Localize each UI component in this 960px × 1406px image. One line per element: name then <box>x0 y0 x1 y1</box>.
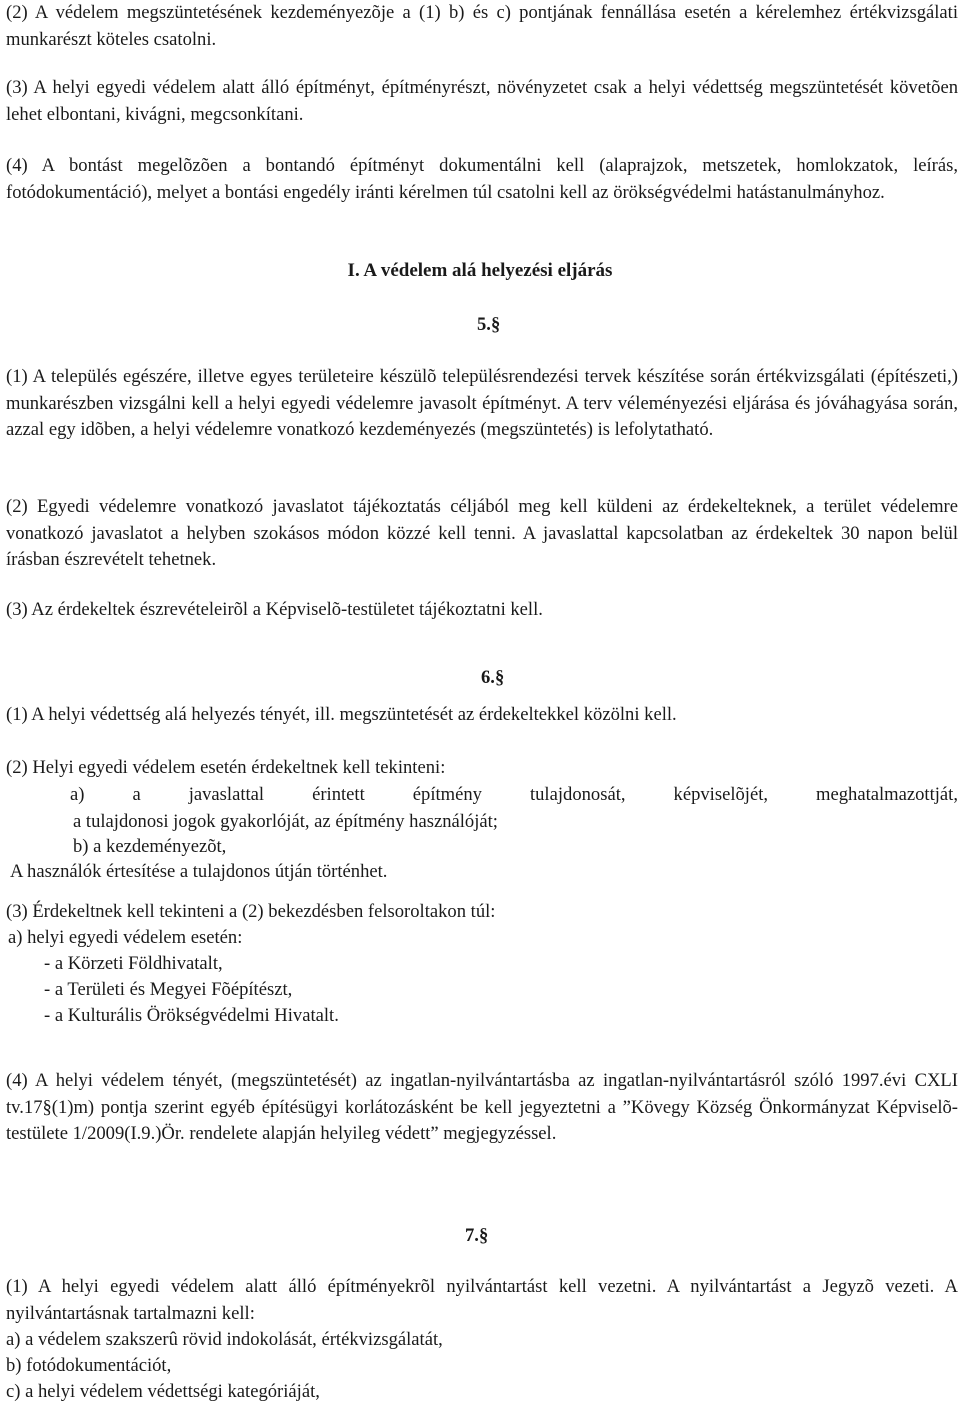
section-5-title: 5.§ <box>477 314 501 335</box>
section-6-item-b: b) a kezdeményezõt, <box>73 836 227 857</box>
section-6-paragraph-3-a: a) helyi egyedi védelem esetén: <box>8 927 243 948</box>
paragraph-intro-4: (4) A bontást megelõzõen a bontandó építményt dokumentálni kell (alaprajzok, metszetek, homlokzatok, leírás, fotódokumentáció), melyet a bontási engedély iránti kérelmen túl csatolni kell az örökségvédelmi hatástanulmányhoz. <box>6 155 958 203</box>
chapter-heading: I. A védelem alá helyezési eljárás <box>347 260 613 281</box>
section-5-paragraph-3: (3) Az érdekeltek észrevételeirõl a Képviselõ-testületet tájékoztatni kell. <box>6 599 543 620</box>
list-item: - a Körzeti Földhivatalt, <box>44 953 223 974</box>
list-item: - a Területi és Megyei Fõépítészt, <box>44 979 293 1000</box>
list-item: a) a védelem szakszerû rövid indokolását, értékvizsgálatát, <box>6 1329 443 1350</box>
section-6-paragraph-4: (4) A helyi védelem tényét, (megszüntetését) az ingatlan-nyilvántartásba az ingatlan-nyilvántartásról szóló 1997.évi CXLI tv.17§(1)m) pontja szerint egyéb építésügyi korlátozásként be kell jegyeztetni a ”Kövegy Község Önkormányzat Képviselõ-testülete 1/2009(I.9.)Ör. rendelete alapján helyileg védett” megjegyzéssel. <box>6 1070 958 1145</box>
section-6-paragraph-1: (1) A helyi védettség alá helyezés tényét, ill. megszüntetését az érdekeltekkel közölni kell. <box>6 704 677 725</box>
section-6-item-a-line-2: a tulajdonosi jogok gyakorlóját, az építmény használóját; <box>73 810 498 832</box>
section-5-paragraph-1: (1) A település egészére, illetve egyes területeire készülõ településrendezési tervek készítése során értékvizsgálati (építészeti,) munkarészben vizsgálni kell a helyi egyedi védelemre javasolt építményt. A terv véleményezési eljárása és jóváhagyása során, azzal egy idõben, a helyi védelemre vonatkozó kezdeményezés (megszüntetés) is lefolytatható. <box>6 366 958 441</box>
paragraph-intro-3: (3) A helyi egyedi védelem alatt álló építményt, építményrészt, növényzetet csak a helyi védettség megszüntetését követõen lehet elbontani, kivágni, megcsonkítani. <box>6 77 958 125</box>
section-7-paragraph-1: (1) A helyi egyedi védelem alatt álló építményekrõl nyilvántartást kell vezetni. A nyilvántartást a Jegyzõ vezeti. A nyilvántartásnak tartalmazni kell: <box>6 1276 958 1324</box>
list-item: - a Kulturális Örökségvédelmi Hivatalt. <box>44 1005 339 1026</box>
section-6-note: A használók értesítése a tulajdonos útján történhet. <box>10 861 388 882</box>
section-7-title: 7.§ <box>465 1225 489 1246</box>
paragraph-intro-2: (2) A védelem megszüntetésének kezdeményezõje a (1) b) és c) pontjának fennállása esetén a kérelemhez értékvizsgálati munkarészt köteles csatolni. <box>6 2 958 50</box>
section-5-paragraph-2: (2) Egyedi védelemre vonatkozó javaslatot tájékoztatás céljából meg kell küldeni az érdekelteknek, a terület védelemre vonatkozó javaslatot a helyben szokásos módon közzé kell tenni. A javaslattal kapcsolatban az érdekeltek 30 napon belül írásban észrevételt tehetnek. <box>6 496 958 571</box>
section-6-paragraph-2: (2) Helyi egyedi védelem esetén érdekeltnek kell tekinteni: <box>6 757 446 778</box>
section-6-item-a <box>70 782 958 835</box>
section-6-item-a-line-1: a) a javaslattal érintett építmény tulajdonosát, képviselõjét, meghatalmazottját, <box>70 784 958 805</box>
list-item: c) a helyi védelem védettségi kategóriáját, <box>6 1381 320 1402</box>
section-6-title: 6.§ <box>481 667 505 688</box>
section-6-paragraph-3: (3) Érdekeltnek kell tekinteni a (2) bekezdésben felsoroltakon túl: <box>6 901 496 922</box>
list-item: b) fotódokumentációt, <box>6 1355 172 1376</box>
